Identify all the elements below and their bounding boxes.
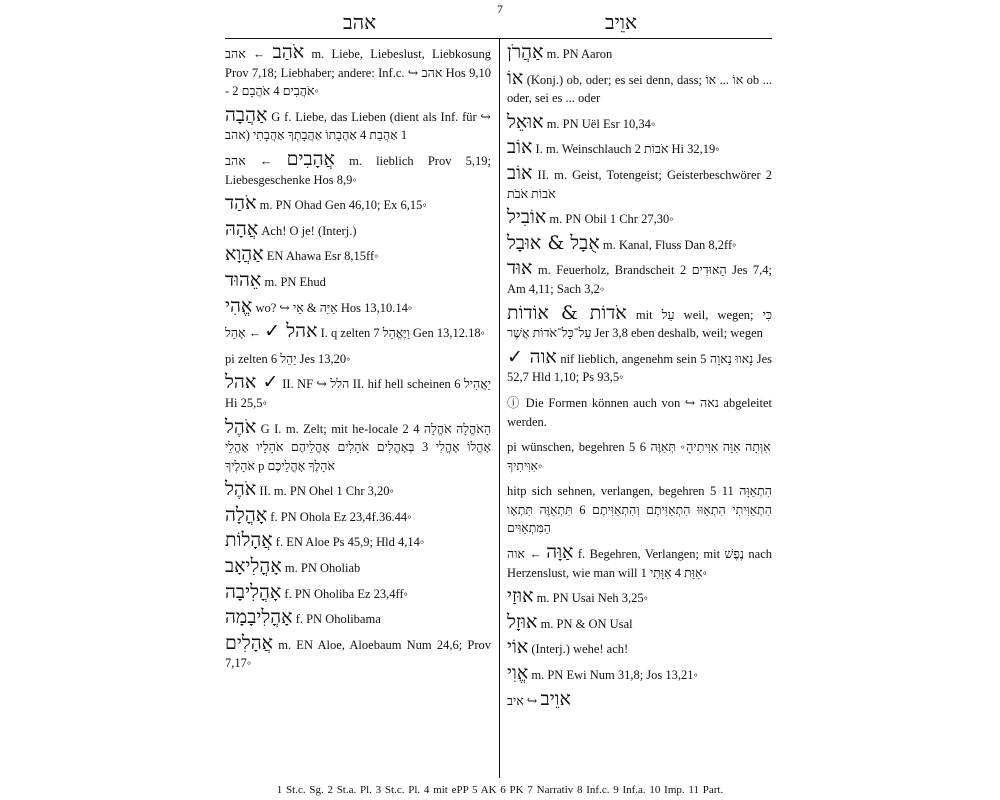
entry-text: m. PN Obil 1 Chr 27,30◦ [549, 212, 674, 227]
entry-lemma: אוּזַי [507, 585, 534, 608]
entry-text: pi wünschen, begehren 5 אִוְּתָה אִוָּה אִוִּיתִיהָ◦ תְּאַוֶּה 6 אִוִּיתִיךָ◦ [507, 440, 771, 473]
right-column [507, 38, 772, 710]
dictionary-entry [225, 245, 491, 266]
entry-text: hitp sich sehnen, verlangen, begehren 5 הִתְאַוָּה 11 הִתְאַוִּיתִי הִתְאַוּוּ הִתְאַוִּיתֶם וְהִתְאַוִּיתֶם 6 תִּתְאַוֶּה תִּתְאָו הַמִּתְאַוִּים [507, 484, 772, 536]
entry-text: EN Ahawa Esr 8,15ff◦ [266, 249, 379, 264]
entry-lemma: אוֹי [507, 636, 529, 659]
entry-text: m. PN Ohad Gen 46,10; Ex 6,15◦ [259, 198, 427, 213]
dictionary-entry [507, 66, 773, 108]
entry-lemma: אהל ✓ [264, 320, 318, 343]
dictionary-entry [225, 322, 491, 343]
dictionary-entry [225, 580, 491, 604]
entry-text: (Konj.) ob, oder; es sei denn, dass; אוֹ ... אוֹ ob ... oder, sei es ... oder [507, 72, 773, 106]
entry-text: f. PN Oholiba Ez 23,4ff◦ [284, 586, 409, 601]
entry-lemma: אֱהִי [225, 294, 253, 317]
entry-text: pi zelten 6 יַהֵל Jes 13,20◦ [225, 351, 351, 366]
entry-lemma: אָהֳלָה [225, 503, 268, 526]
entry-text: nif lieblich, angenehm sein 5 נָאווּ נָאוָה Jes 52,7 Hld 1,10; Ps 93,5◦ [507, 351, 773, 385]
dictionary-entry [225, 608, 491, 629]
dictionary-entry [507, 345, 773, 387]
dictionary-entry [225, 43, 491, 101]
entry-text: II. m. PN Ohel 1 Chr 3,20◦ [259, 484, 394, 499]
dictionary-entry [507, 110, 772, 134]
entry-text: f. EN Aloe Ps 45,9; Hld 4,14◦ [275, 535, 425, 550]
entry-text: wo? ↪ אַיֵּה & אֵי Hos 13,10.14◦ [255, 300, 413, 315]
entry-lemma: אֲהָלִים [225, 631, 274, 654]
entry-text: G f. Liebe, das Lieben (dient als Inf. für ↪ אהב) 1 אַהֲבַת 4 אַהֲבָתוֹ אַהֲבָתְךָ אַהֲבָתִי [225, 109, 491, 143]
entry-text: G I. m. Zelt; mit he-locale 2 הָאֹהֱלָה אֹהֱלָה 4 אָהֳלוֹ אָהֳלִי 3 בְּאָהֳלִים אֹהָלִים אָהֳלֵיהֶם אֹהָלָיו אָהֳלֵי אֹהָלֶיךָ p אֹהָלֶךָ אָהֳלֵיכֶם [225, 421, 492, 473]
entry-lemma: אֹהַד [225, 192, 257, 215]
entry-lemma: אוֹבִיל [507, 206, 547, 229]
entry-lemma: אֲהָבִים [286, 147, 335, 170]
entry-lemma: אֵהוּד [225, 268, 262, 291]
entry-text: I. m. Weinschlauch 2 אֹבוֹת Hi 32,19◦ [535, 142, 720, 157]
dictionary-entry [507, 610, 772, 634]
entry-text: m. Feuerholz, Brandscheit 2 הָאוּדִים Jes 7,4; Am 4,11; Sach 3,2◦ [507, 263, 773, 296]
dictionary-entry [507, 543, 772, 582]
entry-text: Ach! O je! (Interj.) [261, 223, 357, 238]
dictionary-entry [225, 217, 491, 241]
dictionary-entry [507, 259, 772, 298]
entry-lemma: אוּזָל [507, 610, 538, 633]
entry-lemma: אֻבָל & אוּבָל [507, 231, 600, 254]
entry-text: m. PN Ewi Num 31,8; Jos 13,21◦ [531, 668, 698, 683]
entry-text: (Interj.) wehe! ach! [531, 642, 629, 657]
entry-lemma: אֹהֶל [225, 415, 257, 438]
dictionary-entry [225, 348, 491, 369]
dictionary-entry [507, 664, 772, 685]
entry-text: ← אהב m. Liebe, Liebeslust, Liebkosung Prov 7,18; Liebhaber; andere: Inf.c. ↪ אהב Hos 9,10 - 2 אֹהֲבִים 4 אֹהֲבָם◦ [225, 47, 492, 99]
dictionary-entry [225, 373, 491, 412]
entry-text: m. PN Ehud [264, 274, 326, 289]
entry-text: m. PN Usai Neh 3,25◦ [536, 591, 649, 606]
column-divider [499, 38, 500, 778]
entry-lemma: אוּאֵל [507, 110, 544, 133]
dictionary-entry [507, 687, 772, 711]
entry-lemma: אָהֳלִיאָב [225, 555, 282, 578]
dictionary-entry [225, 103, 491, 145]
dictionary-entry [225, 531, 491, 552]
dictionary-entry [225, 480, 491, 501]
entry-lemma: אָהֳלִיבָמָה [225, 606, 293, 629]
entry-lemma: ✓ אוה [507, 345, 557, 368]
dictionary-entry [225, 557, 491, 578]
entry-lemma: אַהֲוָא [225, 243, 264, 266]
dictionary-entry [507, 43, 772, 64]
dictionary-entry [507, 301, 772, 343]
dictionary-entry [225, 503, 491, 527]
entry-text: ⓘ Die Formen können auch von ↪ נאה abgeleitet werden. [507, 395, 772, 429]
entry-lemma: אֱוִי [507, 662, 529, 685]
dictionary-entry [225, 631, 492, 673]
entry-lemma: אֲהָהּ [225, 217, 259, 240]
entry-text: II. NF ↪ הלל II. hif hell scheinen 6 יַאֲהִיל Hi 25,5◦ [225, 377, 492, 410]
entry-lemma: אַהֲרֹן [507, 41, 544, 63]
entry-lemma: אוֵיב [540, 687, 571, 710]
dictionary-entry [225, 194, 491, 215]
entry-lemma: אֹדוֹת & אוֹדוֹת [507, 301, 627, 324]
entry-text: ← אהב m. lieblich Prov 5,19; Liebesgeschenke Hos 8,9◦ [225, 153, 491, 187]
entry-lemma: אֹהַב [272, 41, 305, 63]
entry-text: mit עַל weil, wegen; כִּי עַל־כָּל־אֹדוֹת אֲשֶׁר Jer 3,8 eben deshalb, weil; wegen [507, 307, 772, 341]
entry-lemma: אוֹב [507, 136, 533, 159]
entry-text: m. PN & ON Usal [540, 616, 633, 631]
left-column [225, 38, 491, 673]
dictionary-entry [225, 294, 491, 318]
dictionary-entry [507, 208, 772, 229]
entry-text: m. PN Aaron [546, 47, 613, 61]
dictionary-entry [225, 268, 491, 292]
footnote-abbreviations: 1 St.c. Sg. 2 St.a. Pl. 3 St.c. Pl. 4 mit ePP 5 AK 6 PK 7 Narrativ 8 Inf.c. 9 Inf.a. 10 Imp. 11 Part. [276, 784, 724, 796]
entry-lemma: אוֹב [507, 161, 533, 184]
entry-lemma: אֹהֶל [225, 478, 257, 501]
entry-text: ← אָהַל I. q zelten 7 וַיֶּאֱהַל Gen 13,12.18◦ [225, 326, 486, 341]
page-number: 7 [497, 2, 503, 16]
entry-text: m. PN Uël Esr 10,34◦ [546, 116, 656, 131]
entry-text: m. Kanal, Fluss Dan 8,2ff◦ [602, 237, 737, 252]
entry-lemma: אוּד [507, 257, 533, 280]
entry-text: ↪ איב [507, 693, 538, 708]
dictionary-entry [225, 147, 491, 189]
dictionary-entry [507, 138, 772, 159]
entry-text: ← אוה f. Begehren, Verlangen; mit נֶפֶשׁ nach Herzenslust, wie man will 1 אַוַּת 4 אַוָּתִי◦ [507, 547, 773, 580]
entry-text: m. PN Oholiab [284, 561, 361, 576]
dictionary-entry [507, 587, 772, 608]
entry-lemma: אַהֲבָה [225, 103, 268, 126]
running-head-left: אהב [343, 10, 377, 34]
entry-text: m. EN Aloe, Aloebaum Num 24,6; Prov 7,17◦ [225, 637, 492, 671]
entry-text: f. PN Ohola Ez 23,4f.36.44◦ [270, 509, 412, 524]
entry-lemma: אוֹ [507, 66, 524, 89]
dictionary-entry [507, 436, 772, 475]
entry-lemma: אֲהָלוֹת [225, 529, 273, 552]
dictionary-entry [507, 161, 773, 203]
dictionary-entry [507, 392, 772, 431]
entry-text: II. m. Geist, Totengeist; Geisterbeschwörer 2 אֹבוֹת אֹבֹת [507, 167, 773, 201]
dictionary-entry [507, 638, 772, 659]
entry-text: f. PN Oholibama [295, 612, 381, 627]
entry-lemma: אָהֳלִיבָה [225, 580, 282, 603]
entry-lemma: אַוָּה [546, 541, 574, 564]
dictionary-entry [225, 415, 492, 476]
dictionary-entry [507, 480, 772, 538]
dictionary-entry [507, 231, 772, 255]
entry-lemma: אהל ✓ [225, 371, 279, 394]
running-head-right: אוֵיב [605, 10, 638, 34]
